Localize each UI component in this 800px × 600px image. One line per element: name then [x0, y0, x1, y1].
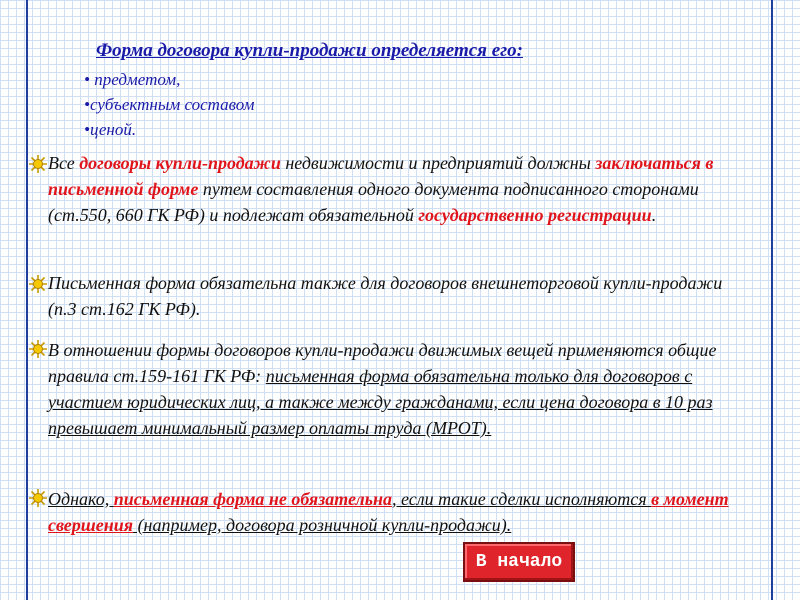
slide-heading: Форма договора купли-продажи определяется его: — [96, 40, 523, 61]
text-span: В отношении формы договоров купли-продажи движимых вещей применяются общие правила ст.159-161 ГК РФ: — [48, 340, 717, 386]
underlined-text: (например, договора розничной купли-продажи). — [133, 515, 512, 535]
text-span: недвижимости и предприятий должны — [280, 153, 596, 173]
criteria-item: •ценой. — [84, 120, 137, 139]
sun-bullet-icon — [29, 275, 47, 293]
underlined-text: Однако, — [48, 489, 114, 509]
paragraph-movable-goods — [48, 337, 738, 441]
highlight-text: договоры купли-продажи — [79, 153, 281, 173]
criteria-list — [84, 67, 254, 142]
underlined-text: , если такие сделки исполняются — [392, 489, 652, 509]
highlight-text: государственно регистрации — [418, 205, 652, 225]
frame-left-line — [26, 0, 28, 600]
frame-right-line — [771, 0, 773, 600]
back-to-start-button[interactable]: В начало — [463, 542, 575, 582]
underlined-text: письменная форма обязательна только для договоров с участием юридических лиц, а также между гражданами, если цена договора в 10 раз превышает минимальный размер оплаты труда (МРОТ). — [48, 366, 713, 438]
criteria-item: • предметом, — [84, 70, 181, 89]
sun-bullet-icon — [29, 489, 47, 507]
sun-bullet-icon — [29, 155, 47, 173]
highlight-text: в момент свершения — [48, 489, 729, 535]
criteria-item: •субъектным составом — [84, 95, 255, 114]
highlight-text: заключаться в письменной форме — [48, 153, 714, 199]
paragraph-foreign-trade: Письменная форма обязательна также для договоров внешнеторговой купли-продажи (п.3 ст.162 ГК РФ). — [48, 273, 723, 319]
paragraph-exception — [48, 486, 738, 538]
text-span: . — [651, 205, 657, 225]
text-span: Все — [48, 153, 80, 173]
highlight-text: письменная форма не обязательна — [113, 489, 392, 509]
paragraph-real-estate — [48, 150, 738, 228]
text-span: путем составления одного документа подписанного сторонами (ст.550, 660 ГК РФ) и подлежат обязательной — [48, 179, 699, 225]
sun-bullet-icon — [29, 340, 47, 358]
